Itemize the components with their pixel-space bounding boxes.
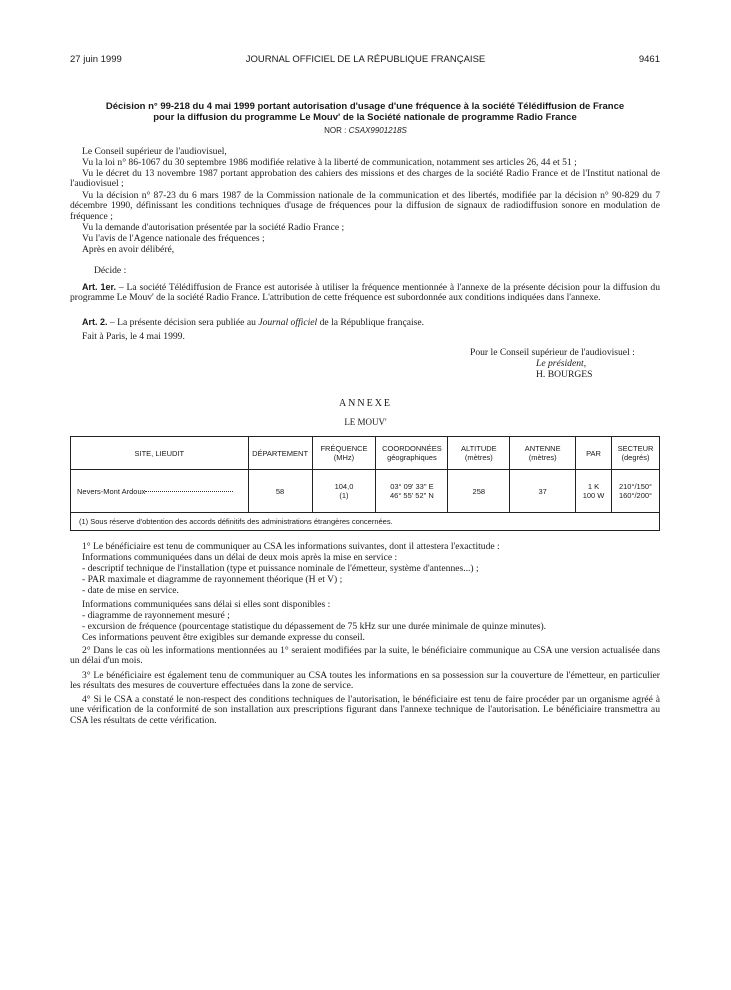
col-header-antenne-label: ANTENNE xyxy=(524,444,561,453)
col-header-par: PAR xyxy=(576,437,612,470)
decide-heading: Décide : xyxy=(94,265,127,276)
condition-3: 3° Le bénéficiaire est également tenu de communiquer au CSA toutes les informations en sa possession sur la couverture de l'émetteur, en particulier les résultats des mesures de couverture effectuées dans la zone de service. xyxy=(70,670,660,692)
table-note-row xyxy=(71,513,660,531)
col-header-coordonnees xyxy=(376,437,448,470)
col-header-coordonnees-sub: géographiques xyxy=(387,453,437,462)
annexe-title: ANNEXE xyxy=(338,398,393,409)
preamble-vu-decision: Vu la décision n° 87-23 du 6 mars 1987 de la Commission nationale de la communication et des libertés, modifiée par la décision n° 90-829 du 7 décembre 1990, définissant les conditions techniques d'usage de fréquences pour la diffusion de signaux de radiodiffusion sonore en modulation de fréquence ; xyxy=(70,190,660,222)
nor-code: CSAX9901218S xyxy=(348,126,407,135)
cell-coordonnees xyxy=(376,470,448,513)
table-row xyxy=(71,470,660,513)
signature-line3: H. BOURGES xyxy=(536,369,593,380)
cell-site xyxy=(71,470,249,513)
table-header-row xyxy=(71,437,660,470)
preamble-vu-decret: Vu le décret du 13 novembre 1987 portant approbation des cahiers des missions et des charges de la société Radio France et de l'Institut national de l'audiovisuel ; xyxy=(70,168,660,190)
col-header-altitude-label: ALTITUDE xyxy=(460,444,497,453)
preamble-vu-loi: Vu la loi n° 86-1067 du 30 septembre 1986 modifiée relative à la liberté de communication, notamment ses articles 26, 44 et 51 ; xyxy=(82,157,577,168)
header-journal-title: JOURNAL OFFICIEL DE LA RÉPUBLIQUE FRANÇAISE xyxy=(245,54,486,65)
condition-diagramme-mesure: - diagramme de rayonnement mesuré ; xyxy=(82,610,230,621)
cell-par-1: 1 K xyxy=(587,482,600,491)
cell-frequence xyxy=(312,470,376,513)
col-header-frequence-unit: (MHz) xyxy=(333,453,355,462)
preamble-vu-avis: Vu l'avis de l'Agence nationale des fréquences ; xyxy=(82,233,265,244)
article-2-label: Art. 2. xyxy=(82,317,108,327)
cell-frequence-note: (1) xyxy=(339,491,349,500)
condition-info-sans-delai: Informations communiquées sans délai si elles sont disponibles : xyxy=(82,599,331,610)
cell-secteur xyxy=(611,470,659,513)
col-header-antenne-unit: (mètres) xyxy=(528,453,557,462)
article-1-label: Art. 1er. xyxy=(82,282,116,292)
article-2-text-after: de la République française. xyxy=(319,317,425,328)
cell-secteur-2: 160°/200° xyxy=(618,491,653,500)
col-header-departement: DÉPARTEMENT xyxy=(248,437,312,470)
article-2 xyxy=(70,317,660,328)
fait-a-paris: Fait à Paris, le 4 mai 1999. xyxy=(82,331,185,342)
leader-dots xyxy=(145,491,233,492)
cell-site-name: Nevers-Mont Ardoux xyxy=(77,486,146,496)
condition-info-deux-mois: Informations communiquées dans un délai de deux mois après la mise en service : xyxy=(82,552,398,563)
article-2-journal: Journal officiel xyxy=(258,317,318,328)
nor-label: NOR : xyxy=(324,126,347,135)
header-date: 27 juin 1999 xyxy=(70,54,122,65)
decision-title xyxy=(40,101,690,123)
col-header-site: SITE, LIEUDIT xyxy=(71,437,249,470)
cell-altitude: 258 xyxy=(448,470,510,513)
table-footnote: (1) Sous réserve d'obtention des accords définitifs des administrations étrangères concernées. xyxy=(71,513,660,531)
header-page-number: 9461 xyxy=(638,54,660,65)
cell-coord-longitude: 03° 09' 33" E xyxy=(390,482,434,491)
cell-frequence-value: 104,0 xyxy=(334,482,354,491)
signature-line2: Le président, xyxy=(536,358,587,369)
signature-line1: Pour le Conseil supérieur de l'audiovisuel : xyxy=(470,347,635,358)
col-header-altitude xyxy=(448,437,510,470)
col-header-frequence xyxy=(312,437,376,470)
article-1-text: – La société Télédiffusion de France est autorisée à utiliser la fréquence mentionnée à l'annexe de la présente décision pour la diffusion du programme Le Mouv' de la société Radio France. L'attribution de cette fréquence est subordonnée aux conditions indiquées dans l'annexe. xyxy=(70,282,660,304)
col-header-antenne xyxy=(510,437,576,470)
cell-departement: 58 xyxy=(248,470,312,513)
preamble-vu-demande: Vu la demande d'autorisation présentée par la société Radio France ; xyxy=(82,222,345,233)
col-header-secteur-unit: (degrés) xyxy=(621,453,650,462)
decision-title-line2: pour la diffusion du programme Le Mouv' de la Société nationale de programme Radio France xyxy=(153,112,577,123)
col-header-frequence-label: FRÉQUENCE xyxy=(320,444,368,453)
cell-coord-latitude: 46° 55' 52" N xyxy=(390,491,434,500)
col-header-coordonnees-label: COORDONNÉES xyxy=(382,444,442,453)
page-speck xyxy=(405,902,409,904)
condition-4: 4° Si le CSA a constaté le non-respect des conditions techniques de l'autorisation, le bénéficiaire est tenu de faire procéder par un organisme agréé à une vérification de la conformité de son installation aux prescriptions figurant dans l'annexe technique de l'autorisation. Le bénéficiaire transmettra au CSA les résultats de cette vérification. xyxy=(70,694,660,726)
nor-reference xyxy=(0,126,731,135)
condition-date-service: - date de mise en service. xyxy=(82,585,179,596)
cell-secteur-1: 210°/150° xyxy=(618,482,653,491)
condition-exigibles: Ces informations peuvent être exigibles sur demande expresse du conseil. xyxy=(82,632,365,643)
decision-title-line1: Décision n° 99-218 du 4 mai 1999 portant autorisation d'usage d'une fréquence à la société Télédiffusion de France xyxy=(105,101,625,112)
cell-antenne: 37 xyxy=(510,470,576,513)
cell-par-2: 100 W xyxy=(582,491,605,500)
col-header-secteur-label: SECTEUR xyxy=(617,444,654,453)
annexe-subtitle: LE MOUV' xyxy=(344,417,387,427)
condition-2: 2° Dans le cas où les informations mentionnées au 1° seraient modifiées par la suite, le bénéficiaire communique au CSA une version actualisée dans un délai d'un mois. xyxy=(70,645,660,667)
condition-1: 1° Le bénéficiaire est tenu de communiquer au CSA les informations suivantes, dont il attestera l'exactitude : xyxy=(82,541,500,552)
col-header-secteur xyxy=(611,437,659,470)
condition-descriptif: - descriptif technique de l'installation (type et puissance nominale de l'émetteur, système d'antennes...) ; xyxy=(82,563,479,574)
condition-excursion: - excursion de fréquence (pourcentage statistique du dépassement de 75 kHz sur une durée minimale de quinze minutes). xyxy=(82,621,547,632)
col-header-altitude-unit: (mètres) xyxy=(464,453,493,462)
preamble-apres-deliberation: Après en avoir délibéré, xyxy=(82,244,175,255)
article-1 xyxy=(70,282,660,304)
article-2-text-before: – La présente décision sera publiée au xyxy=(109,317,256,328)
cell-par xyxy=(576,470,612,513)
condition-par-diagramme: - PAR maximale et diagramme de rayonnement théorique (H et V) ; xyxy=(82,574,343,585)
frequency-table xyxy=(70,436,660,531)
preamble-conseil: Le Conseil supérieur de l'audiovisuel, xyxy=(82,146,227,157)
